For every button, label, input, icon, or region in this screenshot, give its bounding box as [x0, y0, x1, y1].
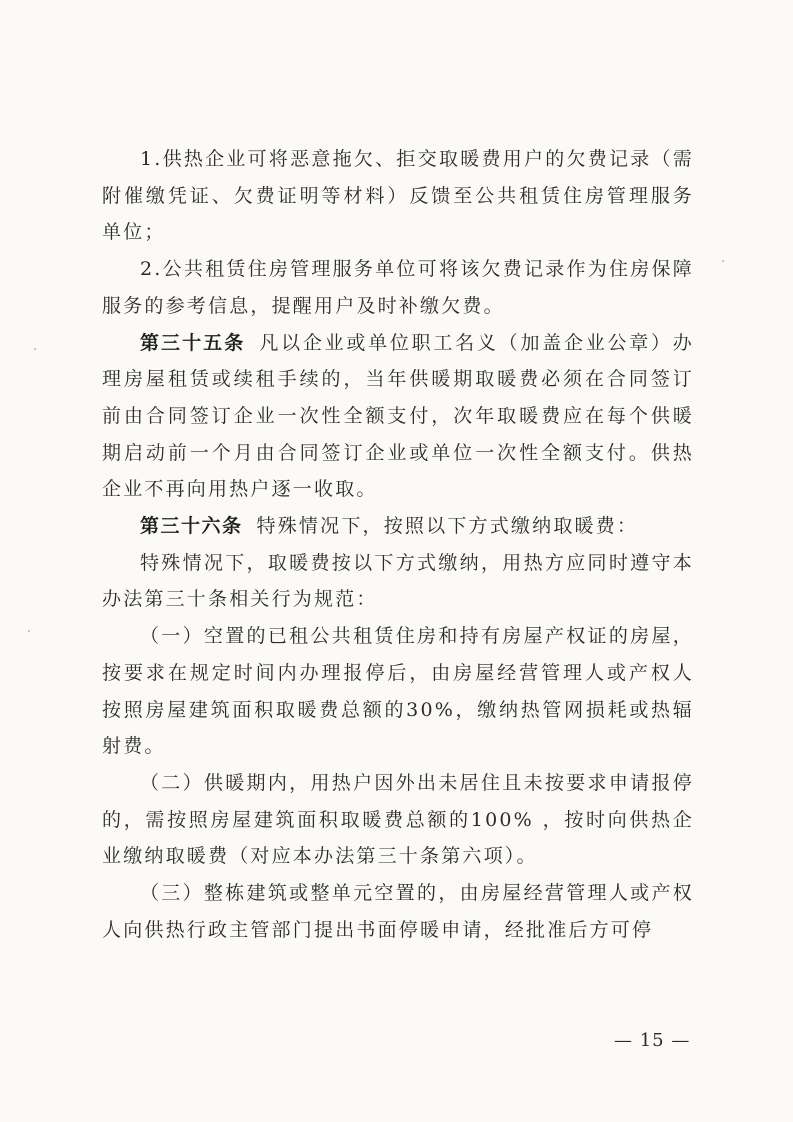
paragraph-text: 特殊情况下，按照以下方式缴纳取暖费：: [256, 515, 639, 538]
paragraph-text: 2.公共租赁住房管理服务单位可将该欠费记录作为住房保障服务的参考信息，提醒用户及时补缴欠费。: [102, 258, 694, 317]
document-body: [102, 141, 694, 948]
article-heading: 第三十五条: [140, 331, 246, 354]
paragraph-text: （一）空置的已租公共租赁住房和持有房屋产权证的房屋，按要求在规定时间内办理报停后，由房屋经营管理人或产权人按照房屋建筑面积取暖费总额的30%，缴纳热管网损耗或热辐射费。: [102, 625, 694, 758]
paragraph-2: [102, 251, 694, 324]
paragraph-text: 1.供热企业可将恶意拖欠、拒交取暖费用户的欠费记录（需附催缴凭证、欠费证明等材料）反馈至公共租赁住房管理服务单位；: [102, 148, 694, 244]
paragraph-item-1: [102, 618, 694, 765]
paragraph-item-3: [102, 875, 694, 948]
paragraph-item-2: [102, 765, 694, 875]
scan-speck: [28, 630, 30, 632]
article-heading: 第三十六条: [140, 515, 243, 538]
paragraph-text: （二）供暖期内，用热户因外出未居住且未按要求申请报停的，需按照房屋建筑面积取暖费总额的100% ，按时向供热企业缴纳取暖费（对应本办法第三十条第六项）。: [102, 771, 694, 868]
paragraph-text: （三）整栋建筑或整单元空置的，由房屋经营管理人或产权人向供热行政主管部门提出书面停暖申请，经批准后方可停: [102, 882, 694, 941]
paragraph-article-36: [102, 508, 694, 545]
scan-speck: [34, 348, 36, 350]
scan-speck: [722, 260, 724, 262]
paragraph-text: 特殊情况下，取暖费按以下方式缴纳，用热方应同时遵守本办法第三十条相关行为规范：: [102, 551, 694, 611]
paragraph-5: [102, 545, 694, 618]
page-number: — 15 —: [614, 1030, 691, 1051]
paragraph-text: 凡以企业或单位职工名义（加盖企业公章）办理房屋租赁或续租手续的，当年供暖期取暖费必须在合同签订前由合同签订企业一次性全额支付，次年取暖费应在每个供暖期启动前一个月由合同签订企业或单位一次性全额支付。供热企业不再向用热户逐一收取。: [102, 331, 694, 501]
paragraph-article-35: [102, 325, 694, 509]
paragraph-1: [102, 141, 694, 251]
